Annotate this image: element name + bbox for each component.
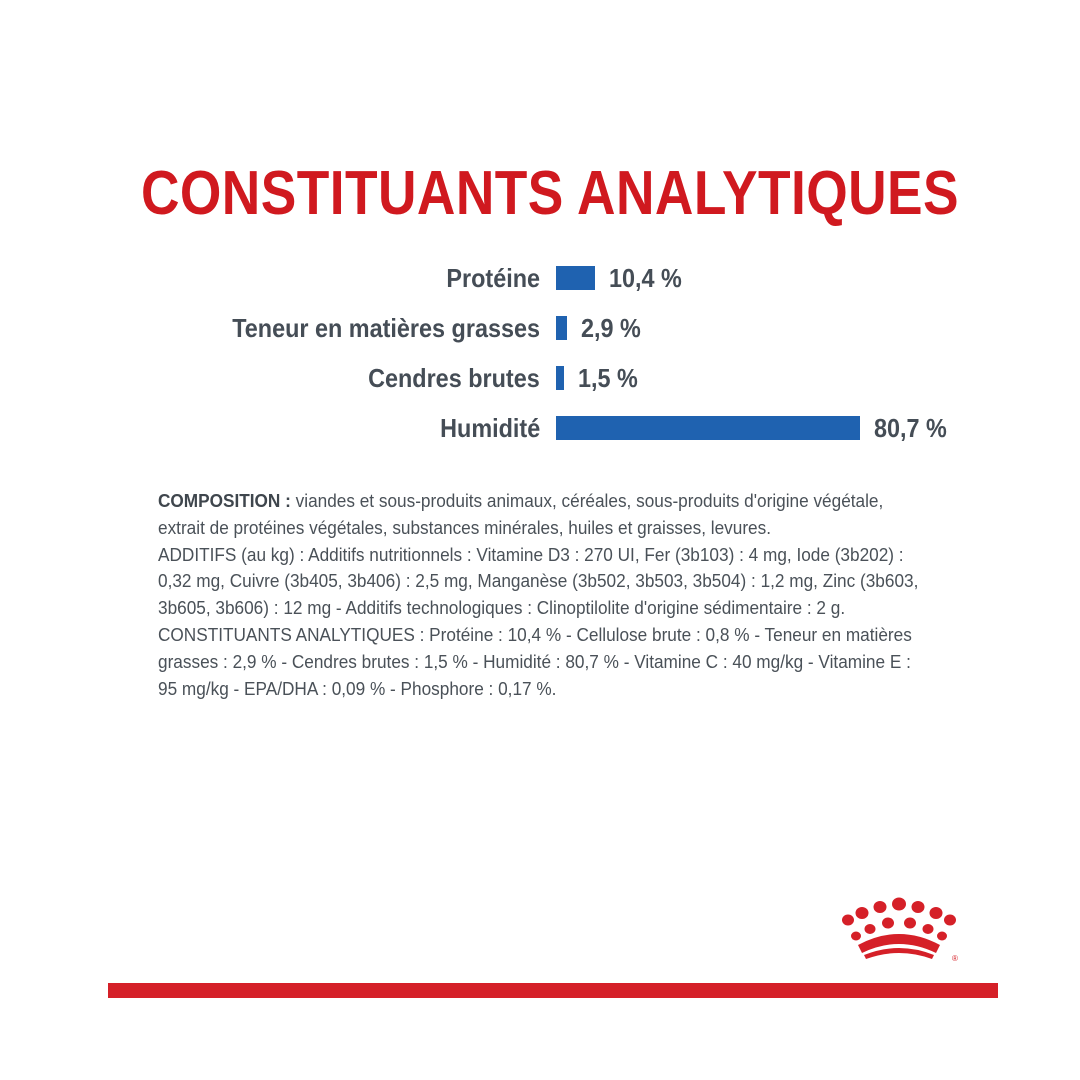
bar-label: Humidité bbox=[439, 413, 540, 443]
page-title: CONSTITUANTS ANALYTIQUES bbox=[140, 159, 960, 228]
composition-heading: COMPOSITION : bbox=[158, 490, 291, 511]
bar-label: Protéine bbox=[446, 263, 540, 293]
composition-text bbox=[158, 488, 921, 702]
bar-value-label: 1,5 % bbox=[578, 363, 638, 393]
bar-label: Teneur en matières grasses bbox=[232, 313, 540, 343]
bar bbox=[556, 366, 564, 390]
analytical-constituents-chart bbox=[0, 0, 1080, 480]
composition-ingredients bbox=[158, 488, 921, 542]
bar-value-label: 10,4 % bbox=[609, 263, 682, 293]
registered-mark: ® bbox=[952, 954, 958, 963]
bar-value-label: 80,7 % bbox=[874, 413, 947, 443]
composition-additives: ADDITIFS (au kg) : Additifs nutritionnels : Vitamine D3 : 270 UI, Fer (3b103) : 4 mg, Iode (3b202) : 0,32 mg, Cuivre (3b405, 3b406) : 2,5 mg, Manganèse (3b502, 3b503, 3b504) : 1,2 mg, Zinc (3b603, 3b605, 3b606) : 12 mg - Additifs technologiques : Clinoptilolite d'origine sédimentaire : 2 g. bbox=[158, 543, 919, 619]
footer-red-rule bbox=[108, 983, 998, 998]
bar-value-label: 2,9 % bbox=[581, 313, 641, 343]
bar-label: Cendres brutes bbox=[368, 363, 540, 393]
composition-analytical: CONSTITUANTS ANALYTIQUES : Protéine : 10,4 % - Cellulose brute : 0,8 % - Teneur en matières grasses : 2,9 % - Cendres brutes : 1,5 % - Humidité : 80,7 % - Vitamine C : 40 mg/kg - Vitamine E : 95 mg/kg - EPA/DHA : 0,09 % - Phosphore : 0,17 %. bbox=[158, 623, 912, 699]
bar bbox=[556, 416, 860, 440]
royal-canin-crown-icon bbox=[836, 895, 962, 965]
composition-ingredients-text: viandes et sous-produits animaux, céréales, sous-produits d'origine végétale, extrait de protéines végétales, substances minérales, huiles et graisses, levures. bbox=[158, 490, 884, 538]
bar bbox=[556, 266, 595, 290]
bar bbox=[556, 316, 567, 340]
